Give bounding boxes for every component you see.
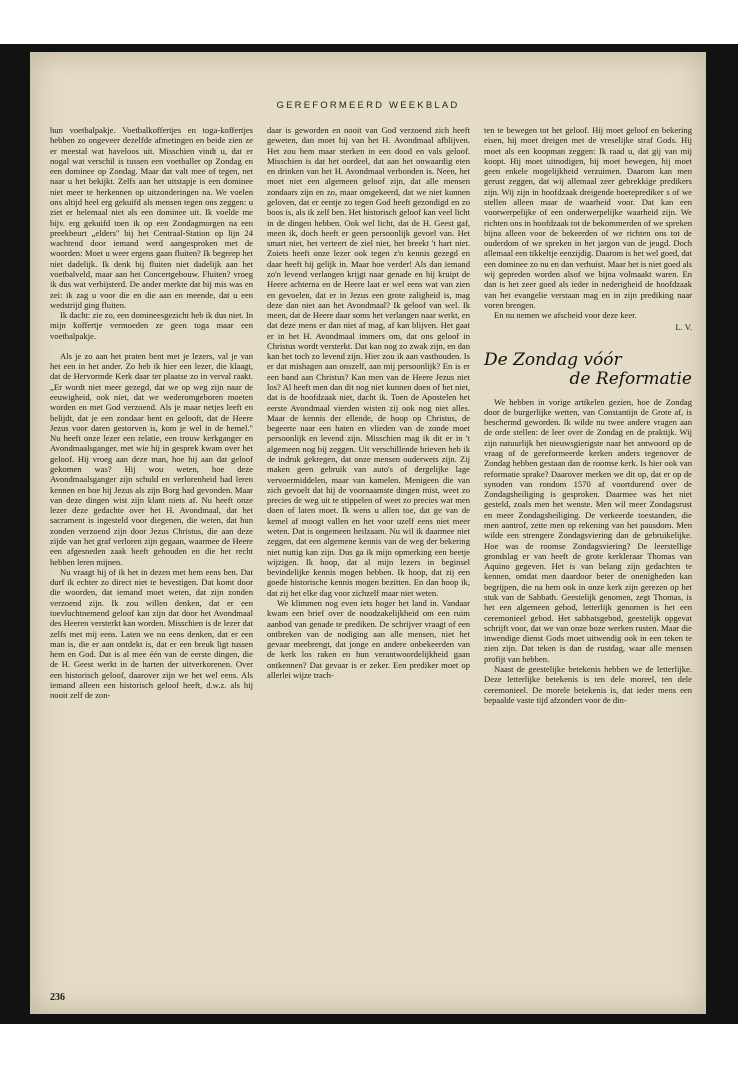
- paragraph: We klimmen nog even iets hoger het land in. Vandaar kwam een brief over de noodzakelijkheid om een ruim aanbod van genade te prediken. De schrijver vraagt of een ontbreken van de nodiging aan alle mensen, niet het gevaar meebrengt, dat jonge en andere onbekeerden van de kerk los raken en hun verantwoordelijkheid gaan ontkennen? Dat gevaar is er zeker. Een prediker moet op allerlei wijze trach-: [267, 597, 470, 680]
- text-column-left: [50, 125, 253, 700]
- text-column-middle: [267, 125, 470, 680]
- paragraph: ten te bewegen tot het geloof. Hij moet geloof en bekering eisen, hij moet dreigen met de vreselijke straf Gods. Hij moet als een koopman zeggen: Ik raad u, dat gij van mij koopt. Hij moet uitnodigen, hij moet bewegen, hij moet geen enkele mogelijkheid verzuimen. Daarom kan men gerust zeggen, dat wij allemaal zeer gebrekkige predikers zijn. Wij zijn in hoofdzaak dreigende boeteprediker s of we stellen alleen maar de waarheid voor. Dat kan een voorwerpelijke of een onderwerpelijke waarheid zijn. We richten ons in hoofdzaak tot de bekommerden of we spreken bijna alleen voor de bekeerden of we richten ons tot de ouderdom of we spreken in het jargon van de jeugd. Doch allemaal een tikkeltje eenzijdig. Daarom is het wel goed, dat een dominee zo nu en dan verhuist. Maar het is niet goed als wij gepreden worden alsof we bijna volmaakt waren. En dan is het zeer goed als ieder in nederigheid de hoofdzaak van het evangelie verstaan mag en in zijn prediking naar voren brengen.: [484, 125, 692, 310]
- paragraph: Nu vraagt hij of ik het in dezen met hem eens ben. Dat durf ik echter zo direct niet te bevestigen. Dat komt door die woorden, dat iemand moet weten, dat zijn zonden verzoend zijn. Ik zou willen denken, dat er een toevluchtnemend geloof kan zijn dat door het Avondmaal des Heeren versterkt kan worden. Misschien is de lezer dat zelfs met mij eens. Laten we nu eens denken, dat er een man is, die er aan ontdekt is, dat er een breuk ligt tussen hem en God. Dat is al mee één van de eerste dingen, die de H. Geest werkt in de harten der uitverkorenen. Over een historisch geloof, daarover zijn we het wel eens. Als iemand alleen een historisch geloof heeft, d.w.z. als hij nooit zelf de zon-: [50, 566, 253, 701]
- document-page: [30, 52, 706, 1014]
- paragraph: Als je zo aan het praten bent met je lezers, val je van het een in het ander. Zo heb ik hier een lezer, die klaagt, dat de Hervormde Kerk daar ter plaatse zo in verval raakt. „Er wordt niet meer gezegd, dat we op weg zijn naar de eeuwigheid, ook niet, dat we wederomgeboren moeten worden en met God verzoend. Als je maar netjes leeft en belijdt, dat je een zondaar bent en gelooft, dat de Heere Jezus voor daren gestorven is, kom je wel in de hemel." Nu heeft onze lezer een relatie, een trouw kerkganger en Avondmaalsganger, met wie hij in gesprek kwam over het geloof. Hij vroeg aan deze man, hoe hij aan dat geloof gekomen was? Hij wou weten, hoe deze Avondmaalsganger zijn schuld en verlorenheid had leren kennen en hoe hij Jezus als zijn Borg had gevonden. Maar van deze dingen wist zijn klant niets af. Nu heeft onze lezer deze gedachte over het H. Avondmaal, dat het sacrament is ingesteld voor diegenen, die weten, dat hun zonden verzoend zijn door Jezus Christus, die aan deze zijde van het graf verloren zijn gegaan, waarmee de Heere een afgesneden zaak heeft gehouden en die het recht hebben leren mijnen.: [50, 350, 253, 567]
- paragraph: En nu nemen we afscheid voor deze keer.: [494, 310, 637, 321]
- author-signature: L. V.: [675, 322, 692, 333]
- paragraph: Naast de geestelijke betekenis hebben we de letterlijke. Deze letterlijke betekenis is ten dele moreel, ten dele ceremonieel. De morele betekenis is, dat ieder mens een bepaalde vaste tijd afzondert voor de din-: [484, 663, 692, 705]
- section-heading-line1: De Zondag vóór: [484, 349, 622, 370]
- section-heading: [484, 351, 692, 389]
- running-header: GEREFORMEERD WEEKBLAD: [276, 100, 460, 111]
- section-heading-line2: de Reformatie: [569, 368, 692, 389]
- paragraph: Ik dacht: zie zo, een domineesgezicht heb ik dus niet. In mijn koffertje vermoeden ze geen toga maar een voetbalpakje.: [50, 310, 253, 341]
- text-column-right: [484, 125, 692, 705]
- paragraph: hun voetbalpakje. Voetbalkoffertjes en toga-koffertjes hebben zo ongeveer dezelfde afmetingen en beide zien ze er meestal wat haveloos uit. Misschien vindt u, dat er nogal wat verschil is tussen een voetballer op Zondag en een dominee op Zondag. Maar dat valt mee of tegen, net naar u het bekijkt. Zelfs aan het uitstapje is een dominee niet meer te herkennen op uitzonderingen na. We voelen ons altijd heel erg gekuifd als mensen tegen ons zeggen: u ziet er helemaal niet als een dominee uit. Ik voelde me bijv. erg gekuifd toen ik op een Zondagmorgen na een preekbeurt „elders" bij het Centraal-Station op lijn 24 wachtend door iemand werd aangesproken met de woorden: Moet u weer ergens gaan fluiten? Ik begreep het niet dadelijk. Ik denk bij fluiten niet dadelijk aan het voetbalveld, maar aan het Concertgebouw. Fluiten? vroeg ik dus wat verbijsterd. De ander merkte dat hij mis was en zei: ik zag u voor die en die aan en meende, dat u een wedstrijd ging fluiten.: [50, 125, 253, 310]
- paragraph: We hebben in vorige artikelen gezien, hoe de Zondag door de burgerlijke wetten, van Constantijn de Grote af, is beschermd geworden. Ik wilde nu twee andere vragen aan de orde stellen: de leer over de Zondag en de praktijk. Wij zijn natuurlijk het nieuwsgierigste naar het antwoord op de vraag of de gereformeerde kerken anders tegenover de Zondag hebben gestaan dan de roomse kerk. Is hier ook van reformatie sprake? Daarover merken we dit op, dat er op de synoden van rondom 1570 af voortdurend over de Zondagsheiliging is gesproken. Daarmee was het niet gesteld, zoals men het wenste. Men wil meer Zondagsrust en meer Zondagsheiliging. De verkeerde toestanden, die men aantrof, zette men op rekening van het pausdom. Men wilde een strengere Zondagsviering dan de gebruikelijke. Hoe was de roomse Zondagsviering? De leerstellige grondslag er van heeft de grote kerkleraar Thomas van Aquino gegeven. Het is van belang zijn gedachten te kennen, omdat men daardoor beter de onenigheden kan begrijpen, die na hem ook in onze kerk zijn gerezen op het stuk van de Sabbath. Geestelijk genomen, zegt Thomas, is het een algemeen gebod, letterlijk genomen is het een ceremonieel gebod. Het sabbatsgebod, geestelijk opgevat schrijft voor, dat we van onze boze werken rusten. Maar die inwendige dienst Gods moet uitwendig ook in een teken te zien zijn. Dat teken is dan de rustdag, waar alle mensen profijt van hebben.: [484, 396, 692, 664]
- page-number: 236: [50, 992, 65, 1003]
- paragraph: daar is geworden en nooit van God verzoend zich heeft geweten, dan moet hij van het H. Avondmaal afblijven. Het zou hem maar sterken in een dood en vals geloof. Misschien is dat het oordeel, dat aan het onwaardig eten en drinken van het H. Avondmaal verbonden is. Neen, het moet niet een algemeen geloof zijn, dat alle mensen zondaars zijn en zo, maar omgekeerd, dat we niet kunnen geloven, dat er eentje zo tegen God heeft gezondigd en zo boos is, als ik zelf ben. Het historisch geloof kan veel licht in de dingen hebben. Ook wel licht, dat de H. Geest gaf, meen ik, doch heeft er geen persoonlijk gevoel van. Het smart niet, het verteert de ziel niet, het breekt 't hart niet. Zoiets heeft onze lezer ook tegen z'n kennis gezegd en daar heeft hij gelijk in. Maar hoe verder! Als dan iemand zo'n levend verlangen krijgt naar genade en hij kruipt de Heere achterna en de Heere laat er wel eens wat van zien en gevoelen, dat er in Jezus een grote zaligheid is, mag deze dan niet aan het Avondmaal? Ik geloof van wel. Ik meen, dat de Heere daar soms het verlangen naar werkt, en dat deze mens er dan niet af mag, af kan blijven. Het gaat er in het H. Avondmaal immers om, dat ons geloof in Christus wordt versterkt. Dat kan nog zo zwak zijn, en dan kan het toch zo levend zijn. Hier zou ik aan vasthouden. Is er dat mishagen aan onszelf, aan mij persoonlijk? En is er een band aan Christus? Kan men van de Heere Jezus niet los? Al heeft men dan dit nog niet kunnen doen of het niet, dat is de hoofdzaak niet, dacht ik. Toen de Apostelen het eerste Avondmaal vierden wisten zij ook nog niet alles. Maar de kennis der ellende, de hoop op Christus, de begeerte naar een haten en vlieden van de zonde moet persoonlijk en levend zijn. Misschien mag ik dit er in 't algemeen nog bij zeggen. Uit verschillende brieven heb ik de indruk gekregen, dat onze mensen ouderwets zijn. Zij maken geen gebruik van auto's of dergelijke lage vervoermiddelen, maar van kamelen. Menigeen die van zich gevoelt dat hij de voornaamste dingen mist, weet zo precies de weg uit te stippelen of weet zo precies wat men doen of laten moet. Ik wens u allen toe, dat ge van de kemel af moogt vallen en het voor uzelf eens niet meer weten. Dat is ongemeen heilzaam. Nu wil ik daarmee niet zeggen, dat een algemene kennis van de weg der bekering niet nuttig kan zijn. Dus ga ik mijn opmerking een beetje wijzigen. Ik hoop, dat al mijn lezers in beginsel bevindelijke kennis mogen hebben. Ik hoop, dat zij een goede historische kennis mogen bezitten. En dan hoop ik, dat zij het elke dag voor zichzelf maar niet weten.: [267, 125, 470, 598]
